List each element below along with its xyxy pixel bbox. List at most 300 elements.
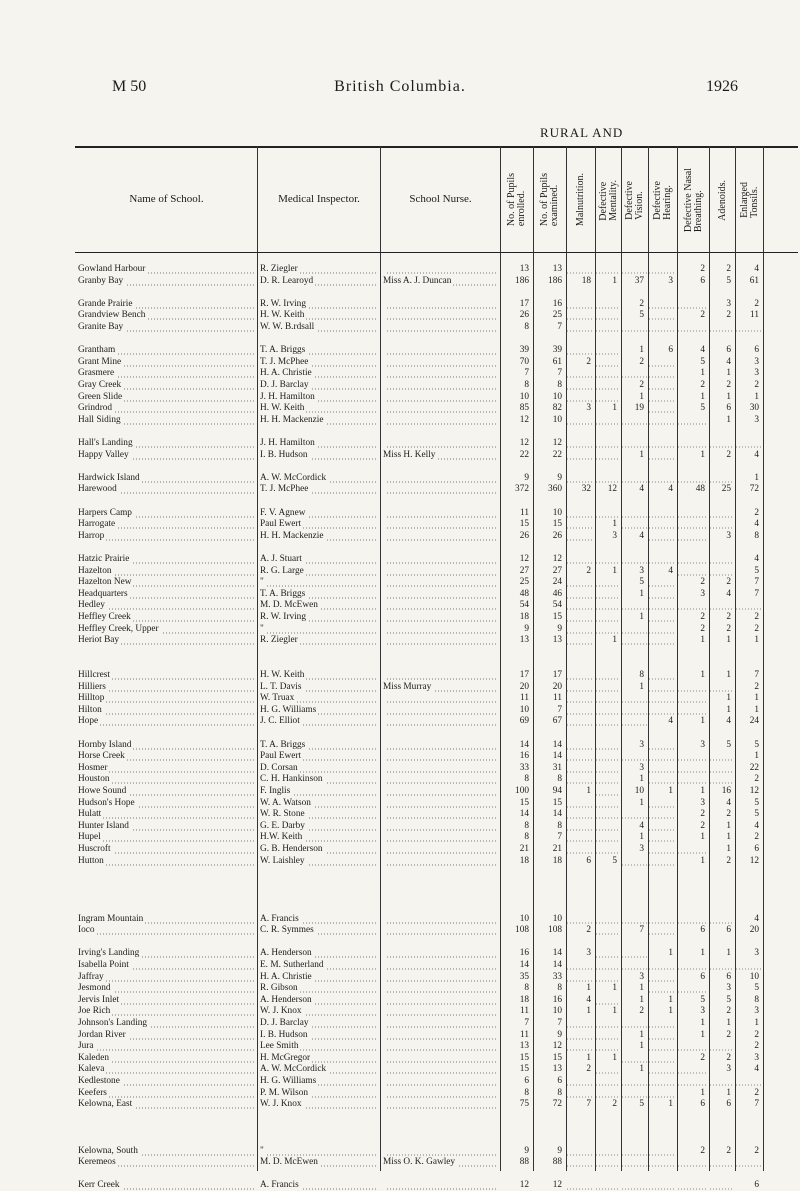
cell-enrolled: 13 (519, 635, 529, 646)
cell-nurse (383, 774, 497, 785)
cell-school: Granby Bay (78, 276, 254, 287)
cell-vision: 3 (639, 565, 644, 576)
column-rule (257, 146, 258, 1171)
cell-inspector: M. D. McEwen (260, 1157, 377, 1168)
cell-inspector: T. J. McPhee (260, 484, 377, 495)
cell-adenoids: 1 (726, 391, 731, 402)
cell-enrolled: 14 (519, 960, 529, 970)
cell-malnutrition: 1 (586, 1052, 591, 1063)
cell-vision (622, 438, 647, 449)
cell-examined: 94 (552, 786, 562, 796)
cell-tonsils: 5 (754, 739, 759, 750)
cell-hearing (649, 1041, 676, 1052)
cell-examined: 11 (553, 693, 562, 704)
cell-enrolled: 12 (519, 414, 529, 425)
cell-nasal (678, 983, 708, 994)
cell-vision (622, 600, 647, 611)
cell-tonsils: 8 (754, 530, 759, 541)
cell-examined: 15 (552, 797, 562, 808)
cell-hearing (649, 368, 676, 379)
cell-hearing: 4 (668, 716, 673, 727)
cell-malnutrition (567, 415, 594, 426)
cell-nurse (383, 392, 497, 403)
cell-mentality (596, 1157, 620, 1168)
cell-school: Hatzic Prairie (78, 554, 254, 565)
cell-inspector: A. W. McCordick (260, 473, 377, 484)
cell-mentality (596, 357, 620, 368)
cell-hearing (649, 299, 676, 310)
cell-nurse (383, 1076, 497, 1087)
cell-mentality: 1 (612, 983, 617, 994)
column-header-enrolled: No. of Pupils enrolled. (506, 173, 527, 227)
cell-nasal (678, 705, 708, 716)
cell-inspector: T. A. Briggs (260, 589, 377, 600)
cell-nasal: 48 (695, 484, 705, 495)
cell-vision (622, 473, 647, 484)
cell-tonsils: 4 (754, 554, 759, 564)
cell-hearing (649, 972, 676, 983)
cell-adenoids: 2 (726, 310, 731, 321)
cell-school: Hulatt (78, 809, 254, 820)
cell-examined: 14 (552, 948, 562, 959)
cell-inspector: H. McGregor (260, 1053, 377, 1064)
cell-adenoids: 2 (726, 1145, 731, 1156)
cell-examined: 39 (552, 345, 562, 356)
cell-hearing (649, 554, 676, 565)
cell-adenoids (710, 1076, 734, 1087)
cell-mentality (596, 624, 620, 635)
cell-hearing (649, 1157, 676, 1168)
cell-school: Hardwick Island (78, 473, 254, 484)
cell-nurse (383, 1088, 497, 1099)
cell-malnutrition (567, 450, 594, 461)
cell-examined: 20 (552, 681, 562, 692)
cell-mentality (596, 322, 620, 333)
cell-tonsils: 2 (754, 1029, 759, 1040)
cell-examined: 9 (557, 1029, 562, 1040)
cell-adenoids (710, 508, 734, 519)
cell-enrolled: 9 (524, 1145, 529, 1156)
cell-mentality (596, 1064, 620, 1075)
cell-vision (622, 1088, 647, 1099)
cell-school: Jesmond (78, 983, 254, 994)
cell-hearing: 4 (668, 484, 673, 495)
cell-mentality (596, 960, 620, 971)
cell-vision: 1 (639, 774, 644, 785)
cell-examined: 108 (548, 925, 562, 936)
cell-vision: 4 (639, 820, 644, 831)
cell-tonsils: 7 (754, 577, 759, 588)
cell-adenoids: 1 (726, 693, 731, 704)
cell-examined: 14 (552, 960, 562, 970)
cell-mentality: 1 (612, 1052, 617, 1063)
cell-school: Jaffray (78, 972, 254, 983)
cell-examined: 21 (552, 844, 562, 854)
cell-hearing (649, 960, 676, 971)
cell-enrolled: 6 (524, 1076, 529, 1086)
cell-examined: 15 (552, 612, 562, 622)
cell-vision (622, 914, 647, 925)
cell-adenoids: 5 (726, 275, 731, 286)
cell-malnutrition: 32 (581, 484, 591, 495)
cell-mentality (596, 821, 620, 832)
cell-nurse (383, 763, 497, 774)
cell-malnutrition: 6 (586, 855, 591, 866)
cell-nasal (678, 1076, 708, 1087)
cell-enrolled: 14 (519, 739, 529, 750)
cell-malnutrition (567, 1076, 594, 1087)
cell-examined: 9 (557, 1145, 562, 1156)
cell-nurse (383, 635, 497, 646)
cell-examined: 7 (557, 1018, 562, 1028)
cell-mentality (596, 751, 620, 762)
cell-tonsils: 1 (754, 751, 759, 762)
cell-examined: 12 (552, 1180, 562, 1191)
cell-tonsils: 1 (754, 391, 759, 402)
cell-adenoids: 3 (726, 1064, 731, 1075)
cell-examined: 72 (552, 1099, 562, 1110)
cell-adenoids (710, 322, 734, 333)
cell-nasal (678, 415, 708, 426)
cell-nurse (383, 531, 497, 542)
cell-hearing (649, 914, 676, 925)
cell-tonsils: 2 (754, 774, 759, 785)
cell-hearing (649, 821, 676, 832)
cell-malnutrition (567, 844, 594, 855)
cell-inspector: R. Ziegler (260, 635, 377, 646)
cell-mentality: 1 (612, 1006, 617, 1017)
cell-malnutrition (567, 740, 594, 751)
cell-vision (622, 693, 647, 704)
cell-nurse (383, 368, 497, 379)
cell-adenoids (710, 682, 734, 693)
cell-tonsils: 2 (754, 1145, 759, 1156)
page-year: 1926 (706, 78, 738, 95)
cell-inspector: M. D. McEwen (260, 600, 377, 611)
cell-examined: 17 (552, 670, 562, 680)
cell-enrolled: 21 (519, 844, 529, 854)
cell-adenoids: 4 (726, 716, 731, 727)
cell-adenoids (710, 1041, 734, 1052)
column-header-tonsils: Enlarged Tonsils. (738, 182, 760, 218)
cell-examined: 46 (552, 588, 562, 599)
cell-nasal: 1 (700, 948, 705, 959)
cell-school: Horse Creek (78, 751, 254, 762)
cell-school: Houston (78, 774, 254, 785)
cell-nurse (383, 264, 497, 275)
cell-hearing: 3 (668, 275, 673, 286)
cell-enrolled: 54 (519, 600, 529, 611)
cell-malnutrition (567, 635, 594, 646)
cell-school: Hall's Landing (78, 438, 254, 449)
medical-inspection-table (75, 146, 798, 1191)
cell-nurse (383, 600, 497, 611)
cell-tonsils: 4 (754, 820, 759, 831)
cell-mentality (596, 415, 620, 426)
cell-mentality (596, 577, 620, 588)
cell-vision (622, 1018, 647, 1029)
cell-school: Irving's Landing (78, 948, 254, 959)
cell-mentality (596, 1018, 620, 1029)
cell-inspector: R. Gibson (260, 983, 377, 994)
cell-adenoids (710, 774, 734, 785)
cell-mentality: 1 (612, 565, 617, 576)
cell-tonsils: 12 (749, 786, 759, 796)
cell-malnutrition (567, 1041, 594, 1052)
cell-school: Hope (78, 716, 254, 727)
cell-malnutrition (567, 972, 594, 983)
cell-enrolled: 108 (515, 925, 529, 936)
cell-school: Keefers (78, 1088, 254, 1099)
cell-tonsils: 5 (754, 809, 759, 820)
cell-inspector: T. A. Briggs (260, 345, 377, 356)
cell-enrolled: 12 (519, 1180, 529, 1191)
cell-mentality (596, 508, 620, 519)
cell-nurse (383, 693, 497, 704)
cell-mentality (596, 1041, 620, 1052)
cell-malnutrition: 1 (586, 983, 591, 994)
cell-enrolled: 15 (519, 1064, 529, 1075)
cell-examined: 7 (557, 832, 562, 843)
cell-nasal: 6 (700, 971, 705, 982)
cell-school: Kaleva (78, 1064, 254, 1075)
cell-inspector: C. H. Hankinson (260, 774, 377, 785)
cell-examined: 24 (552, 577, 562, 588)
cell-tonsils (736, 1076, 762, 1087)
cell-tonsils: 7 (754, 588, 759, 599)
cell-examined: 16 (552, 298, 562, 309)
cell-inspector: G. B. Henderson (260, 844, 377, 855)
cell-mentality (596, 368, 620, 379)
cell-examined: 26 (552, 530, 562, 541)
column-rule (380, 146, 381, 1171)
cell-mentality: 5 (612, 855, 617, 866)
cell-school: Happy Valley (78, 450, 254, 461)
cell-tonsils: 5 (754, 983, 759, 994)
cell-enrolled: 15 (519, 519, 529, 530)
cell-nasal (678, 763, 708, 774)
cell-examined: 10 (552, 507, 562, 518)
cell-hearing (649, 473, 676, 484)
cell-nasal (678, 751, 708, 762)
cell-adenoids: 1 (726, 635, 731, 646)
cell-adenoids: 2 (726, 1052, 731, 1063)
cell-hearing (649, 693, 676, 704)
cell-nasal: 2 (700, 1052, 705, 1063)
cell-tonsils: 2 (754, 1087, 759, 1098)
cell-school: Kaleden (78, 1053, 254, 1064)
cell-tonsils: 2 (754, 298, 759, 309)
cell-vision: 5 (639, 577, 644, 588)
cell-nurse (383, 577, 497, 588)
cell-nurse (383, 415, 497, 426)
cell-mentality (596, 832, 620, 843)
cell-nasal: 1 (700, 832, 705, 843)
cell-inspector: J. H. Hamilton (260, 438, 377, 449)
cell-examined: 88 (552, 1157, 562, 1168)
column-header-adenoids: Adenoids. (716, 179, 728, 221)
cell-nasal (678, 682, 708, 693)
cell-mentality (596, 299, 620, 310)
cell-tonsils: 2 (754, 507, 759, 518)
cell-nasal: 6 (700, 275, 705, 286)
cell-adenoids: 16 (721, 786, 731, 796)
cell-inspector: E. M. Sutherland (260, 960, 377, 971)
cell-tonsils: 4 (754, 1064, 759, 1075)
cell-mentality (596, 264, 620, 275)
cell-mentality (596, 310, 620, 321)
cell-tonsils (736, 1157, 762, 1168)
cell-vision: 1 (639, 612, 644, 622)
cell-nurse (383, 856, 497, 867)
cell-malnutrition (567, 821, 594, 832)
cell-enrolled: 18 (519, 994, 529, 1005)
cell-enrolled: 10 (519, 913, 529, 924)
column-header-school: Name of School. (129, 193, 204, 205)
cell-nasal: 1 (700, 368, 705, 379)
cell-inspector: W. Laishley (260, 856, 377, 867)
cell-enrolled: 11 (520, 1006, 529, 1017)
cell-malnutrition (567, 264, 594, 275)
cell-inspector: W. W. B.rdsall (260, 322, 377, 333)
cell-hearing (649, 1064, 676, 1075)
cell-adenoids: 2 (726, 1029, 731, 1040)
cell-nasal: 3 (700, 739, 705, 750)
cell-school: Kelowna, East (78, 1099, 254, 1110)
cell-adenoids (710, 554, 734, 565)
cell-nurse (383, 925, 497, 936)
cell-school: Hupel (78, 832, 254, 843)
cell-malnutrition (567, 508, 594, 519)
cell-inspector: " (260, 1146, 377, 1157)
cell-adenoids: 1 (726, 844, 731, 854)
cell-hearing: 4 (668, 565, 673, 576)
cell-enrolled: 8 (524, 380, 529, 390)
cell-nasal (678, 693, 708, 704)
cell-school: Gray Creek (78, 380, 254, 391)
cell-school: Heffley Creek (78, 612, 254, 623)
cell-school: Grande Prairie (78, 299, 254, 310)
cell-malnutrition: 3 (586, 403, 591, 414)
cell-adenoids (710, 600, 734, 611)
cell-malnutrition (567, 716, 594, 727)
cell-nasal: 4 (700, 345, 705, 356)
cell-tonsils: 6 (754, 345, 759, 356)
cell-nurse (383, 403, 497, 414)
cell-school: Howe Sound (78, 786, 254, 797)
cell-school: Jervis Inlet (78, 995, 254, 1006)
cell-examined: 14 (552, 809, 562, 820)
cell-hearing (649, 751, 676, 762)
cell-vision (622, 624, 647, 635)
cell-inspector: P. M. Wilson (260, 1088, 377, 1099)
cell-hearing (649, 763, 676, 774)
cell-enrolled: 25 (519, 577, 529, 588)
cell-examined: 7 (557, 368, 562, 379)
cell-adenoids: 5 (726, 994, 731, 1005)
cell-vision: 3 (639, 739, 644, 750)
cell-nasal: 5 (700, 994, 705, 1005)
cell-examined: 54 (552, 600, 562, 611)
cell-malnutrition (567, 1018, 594, 1029)
column-header-hearing: Defective Hearing. (652, 180, 673, 220)
cell-mentality (596, 925, 620, 936)
cell-inspector: Paul Ewert (260, 751, 377, 762)
cell-hearing (649, 1076, 676, 1087)
cell-vision (622, 554, 647, 565)
cell-mentality (596, 786, 620, 797)
cell-tonsils: 7 (754, 1099, 759, 1110)
cell-adenoids: 4 (726, 356, 731, 367)
cell-mentality (596, 844, 620, 855)
cell-vision: 1 (639, 1041, 644, 1052)
cell-vision: 4 (639, 530, 644, 541)
cell-nurse (383, 589, 497, 600)
cell-adenoids: 6 (726, 345, 731, 356)
cell-nurse (383, 995, 497, 1006)
cell-inspector: T. A. Briggs (260, 740, 377, 751)
cell-examined: 27 (552, 565, 562, 576)
cell-enrolled: 11 (520, 1029, 529, 1040)
cell-enrolled: 17 (519, 298, 529, 309)
cell-nurse (383, 310, 497, 321)
cell-vision (622, 264, 647, 275)
cell-school: Harrop (78, 531, 254, 542)
cell-malnutrition (567, 763, 594, 774)
cell-inspector: T. J. McPhee (260, 357, 377, 368)
cell-nasal: 1 (700, 391, 705, 402)
cell-tonsils: 2 (754, 612, 759, 622)
cell-vision (622, 519, 647, 530)
cell-enrolled: 8 (524, 983, 529, 994)
cell-inspector: F. Inglis (260, 786, 377, 797)
cell-nasal: 5 (700, 403, 705, 414)
cell-vision: 1 (639, 588, 644, 599)
cell-malnutrition (567, 1030, 594, 1041)
cell-hearing: 1 (668, 1099, 673, 1110)
cell-malnutrition (567, 705, 594, 716)
cell-school: Granite Bay (78, 322, 254, 333)
cell-nurse (383, 473, 497, 484)
cell-vision (622, 948, 647, 959)
cell-mentality (596, 438, 620, 449)
cell-nurse (383, 554, 497, 565)
cell-inspector: L. T. Davis (260, 682, 377, 693)
cell-tonsils: 4 (754, 913, 759, 924)
cell-enrolled: 22 (519, 449, 529, 460)
cell-inspector: R. G. Large (260, 566, 377, 577)
cell-examined: 33 (552, 971, 562, 982)
cell-adenoids: 3 (726, 530, 731, 541)
cell-hearing (649, 310, 676, 321)
cell-enrolled: 35 (519, 971, 529, 982)
cell-nurse (383, 1146, 497, 1157)
cell-nurse (383, 960, 497, 971)
cell-mentality: 1 (612, 275, 617, 286)
cell-tonsils: 72 (749, 484, 759, 495)
cell-tonsils: 2 (754, 380, 759, 390)
cell-nasal (678, 774, 708, 785)
cell-enrolled: 26 (519, 530, 529, 541)
cell-malnutrition (567, 960, 594, 971)
cell-examined: 14 (552, 739, 562, 750)
cell-adenoids: 5 (726, 739, 731, 750)
cell-malnutrition (567, 798, 594, 809)
cell-nurse (383, 484, 497, 495)
cell-enrolled: 9 (524, 623, 529, 634)
cell-vision: 2 (639, 298, 644, 309)
cell-tonsils: 5 (754, 797, 759, 808)
